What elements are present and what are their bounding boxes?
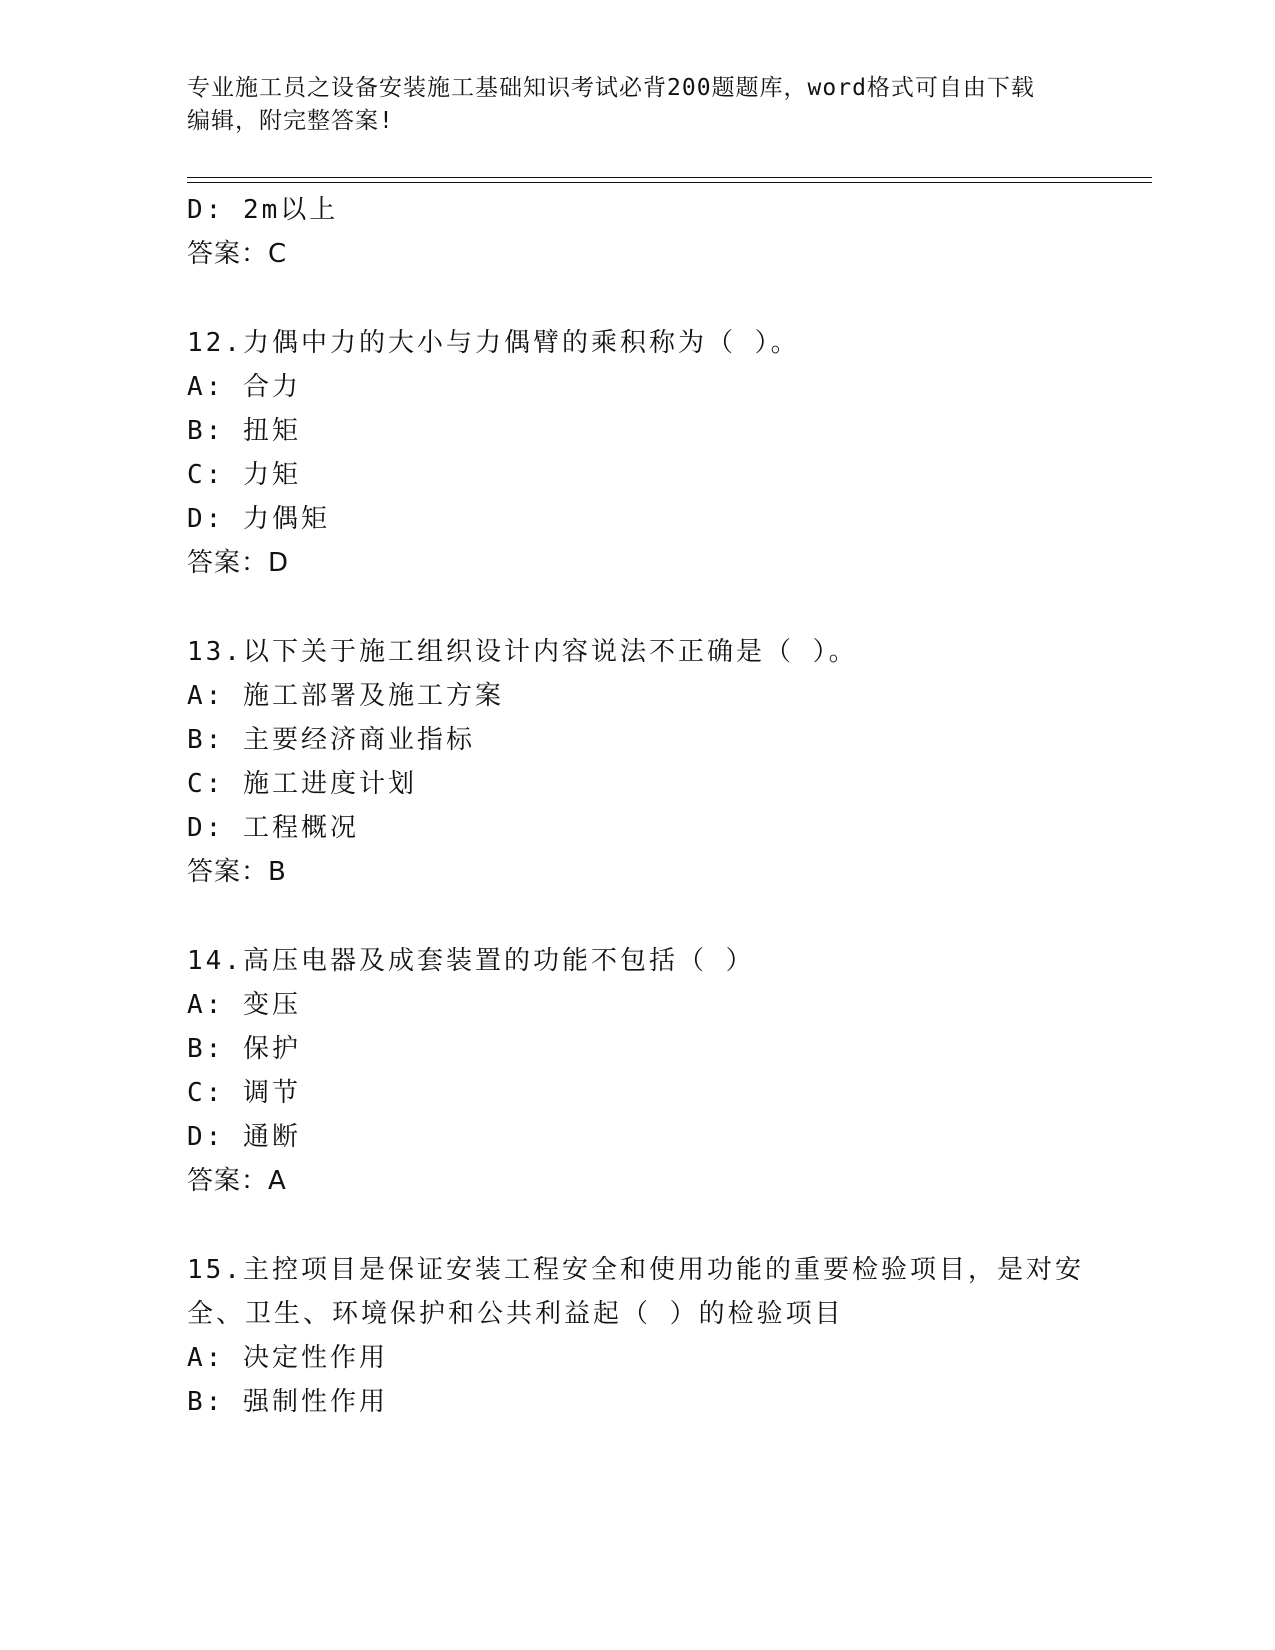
option-d: D: 2m以上 (187, 195, 339, 225)
header-divider-bottom (187, 182, 1152, 183)
question-15-option-b: B: 强制性作用 (187, 1387, 388, 1417)
answer-line: 答案：C (187, 239, 288, 269)
question-13-option-b: B: 主要经济商业指标 (187, 725, 475, 755)
question-15-stem-line-2: 全、卫生、环境保护和公共利益起（ ）的检验项目 (187, 1299, 844, 1329)
question-12-option-a: A: 合力 (187, 372, 301, 402)
question-12-option-d: D: 力偶矩 (187, 504, 330, 534)
question-14-option-d: D: 通断 (187, 1122, 301, 1152)
header-divider-top (187, 177, 1152, 178)
question-15-stem-line-1: 15.主控项目是保证安装工程安全和使用功能的重要检验项目，是对安 (187, 1255, 1084, 1285)
question-13-option-a: A: 施工部署及施工方案 (187, 681, 504, 711)
question-13-option-d: D: 工程概况 (187, 813, 359, 843)
question-13-answer: 答案：B (187, 857, 287, 887)
question-14-answer: 答案：A (187, 1166, 287, 1196)
question-13-stem: 13.以下关于施工组织设计内容说法不正确是（ ）。 (187, 637, 858, 667)
question-12-stem: 12.力偶中力的大小与力偶臂的乘积称为（ ）。 (187, 328, 800, 358)
question-14-option-b: B: 保护 (187, 1034, 301, 1064)
question-12-answer: 答案：D (187, 548, 290, 578)
question-12-option-b: B: 扭矩 (187, 416, 301, 446)
page-header (187, 72, 1067, 138)
header-title-line-2: 编辑，附完整答案! (187, 108, 394, 134)
header-title-line-1: 专业施工员之设备安装施工基础知识考试必背200题题库，word格式可自由下载 (187, 75, 1035, 101)
question-14-option-a: A: 变压 (187, 990, 301, 1020)
question-12-option-c: C: 力矩 (187, 460, 301, 490)
question-14-stem: 14.高压电器及成套装置的功能不包括（ ） (187, 946, 755, 976)
question-13-option-c: C: 施工进度计划 (187, 769, 417, 799)
question-14-option-c: C: 调节 (187, 1078, 301, 1108)
question-15-option-a: A: 决定性作用 (187, 1343, 388, 1373)
